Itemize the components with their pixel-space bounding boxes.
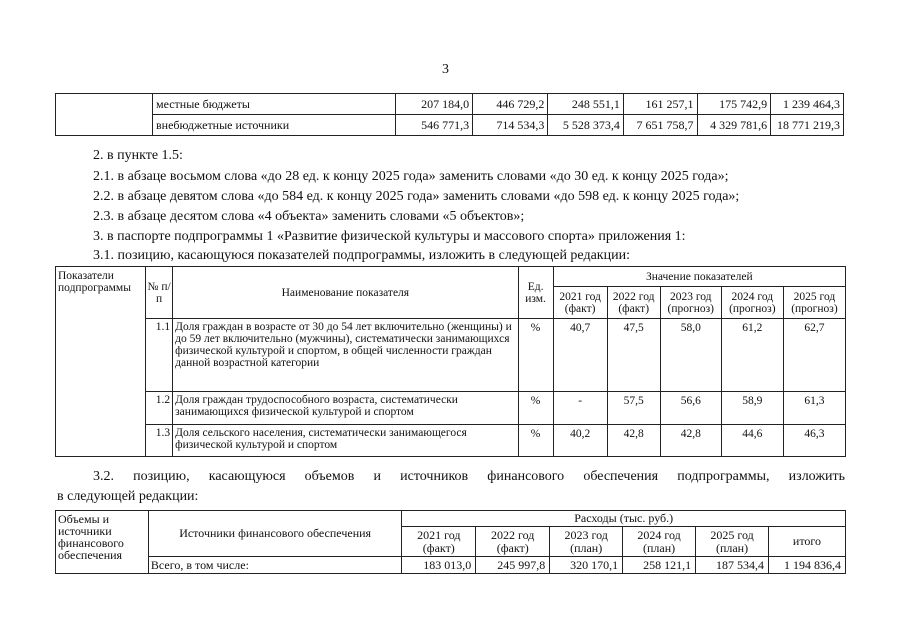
value-cell: 62,7: [783, 319, 845, 392]
paragraph: 2. в пункте 1.5:: [93, 148, 183, 163]
empty-label-cell: [56, 94, 153, 136]
year-header: 2024 год (прогноз): [721, 287, 783, 319]
year-header: 2025 год (прогноз): [783, 287, 845, 319]
value-cell: 187 534,4: [696, 557, 769, 574]
value-cell: 4 329 781,6: [697, 115, 771, 136]
value-cell: 42,8: [660, 425, 721, 457]
row-label: Всего, в том числе:: [148, 557, 401, 574]
paragraph: 3.2. позицию, касающуюся объемов и источников финансового обеспечения подпрограммы, изложить: [93, 469, 845, 484]
value-cell: 44,6: [721, 425, 783, 457]
value-cell: 42,8: [607, 425, 660, 457]
page-number: 3: [442, 62, 449, 77]
indicators-table: [55, 266, 846, 457]
value-cell: 546 771,3: [395, 115, 472, 136]
year-header: итого: [769, 527, 846, 557]
unit-cell: %: [518, 425, 553, 457]
value-cell: 18 771 219,3: [771, 115, 844, 136]
indicator-name: Доля сельского населения, систематически занимающегося физической культурой и спортом: [173, 425, 518, 457]
column-header-sources: Источники финансового обеспечения: [148, 511, 401, 557]
table-header-row: [56, 511, 846, 527]
column-header-name: Наименование показателя: [173, 267, 518, 319]
value-cell: 248 551,1: [548, 94, 624, 115]
value-cell: 446 729,2: [473, 94, 548, 115]
row-label: внебюджетные источники: [153, 115, 396, 136]
column-header-expenses: Расходы (тыс. руб.): [402, 511, 846, 527]
year-header: 2025 год (план): [696, 527, 769, 557]
row-label: местные бюджеты: [153, 94, 396, 115]
value-cell: 57,5: [607, 392, 660, 425]
paragraph: 2.2. в абзаце девятом слова «до 584 ед. к концу 2025 года» заменить словами «до 598 ед. к концу 2025 года»;: [93, 189, 740, 204]
section-label: Объемы и источники финансового обеспечения: [56, 511, 149, 574]
row-number: 1.1: [146, 319, 173, 392]
budget-sources-table: [55, 93, 844, 136]
value-cell: 258 121,1: [623, 557, 696, 574]
paragraph: 3.1. позицию, касающуюся показателей подпрограммы, изложить в следующей редакции:: [93, 248, 630, 263]
value-cell: 245 997,8: [476, 557, 550, 574]
year-header: 2024 год (план): [623, 527, 696, 557]
value-cell: 56,6: [660, 392, 721, 425]
value-cell: -: [553, 392, 607, 425]
year-header: 2023 год (прогноз): [660, 287, 721, 319]
indicator-name: Доля граждан трудоспособного возраста, систематически занимающихся физической культурой и спортом: [173, 392, 518, 425]
value-cell: 207 184,0: [395, 94, 472, 115]
value-cell: 61,3: [783, 392, 845, 425]
value-cell: 40,2: [553, 425, 607, 457]
table-row: [56, 557, 846, 574]
column-header-unit: Ед. изм.: [518, 267, 553, 319]
table-row: [56, 115, 844, 136]
value-cell: 175 742,9: [697, 94, 771, 115]
year-header: 2023 год (план): [550, 527, 623, 557]
value-cell: 1 239 464,3: [771, 94, 844, 115]
value-cell: 7 651 758,7: [623, 115, 697, 136]
indicator-name: Доля граждан в возрасте от 30 до 54 лет включительно (женщины) и до 59 лет включительно (мужчины), систематически занимающихся физической культурой и спортом, в общей численности граждан данной возрастной категории: [173, 319, 518, 392]
value-cell: 58,0: [660, 319, 721, 392]
column-header-values: Значение показателей: [553, 267, 845, 287]
table-row: [56, 319, 846, 392]
value-cell: 1 194 836,4: [769, 557, 846, 574]
row-number: 1.3: [146, 425, 173, 457]
finance-table: [55, 510, 846, 574]
paragraph: 2.1. в абзаце восьмом слова «до 28 ед. к концу 2025 года» заменить словами «до 30 ед. к концу 2025 года»;: [93, 169, 729, 184]
value-cell: 714 534,3: [473, 115, 548, 136]
paragraph: в следующей редакции:: [57, 489, 199, 504]
unit-cell: %: [518, 392, 553, 425]
table-header-row: [56, 267, 846, 287]
value-cell: 183 013,0: [402, 557, 476, 574]
paragraph: 2.3. в абзаце десятом слова «4 объекта» заменить словами «5 объектов»;: [93, 209, 525, 224]
table-row: [56, 425, 846, 457]
section-label: Показатели подпрограммы: [56, 267, 146, 457]
year-header: 2022 год (факт): [476, 527, 550, 557]
value-cell: 5 528 373,4: [548, 115, 624, 136]
value-cell: 47,5: [607, 319, 660, 392]
year-header: 2021 год (факт): [553, 287, 607, 319]
table-row: [56, 392, 846, 425]
value-cell: 40,7: [553, 319, 607, 392]
unit-cell: %: [518, 319, 553, 392]
value-cell: 320 170,1: [550, 557, 623, 574]
row-number: 1.2: [146, 392, 173, 425]
value-cell: 58,9: [721, 392, 783, 425]
year-header: 2022 год (факт): [607, 287, 660, 319]
value-cell: 161 257,1: [623, 94, 697, 115]
year-header: 2021 год (факт): [402, 527, 476, 557]
value-cell: 46,3: [783, 425, 845, 457]
table-row: [56, 94, 844, 115]
paragraph: 3. в паспорте подпрограммы 1 «Развитие физической культуры и массового спорта» приложения 1:: [93, 229, 686, 244]
value-cell: 61,2: [721, 319, 783, 392]
column-header-number: № п/п: [146, 267, 173, 319]
